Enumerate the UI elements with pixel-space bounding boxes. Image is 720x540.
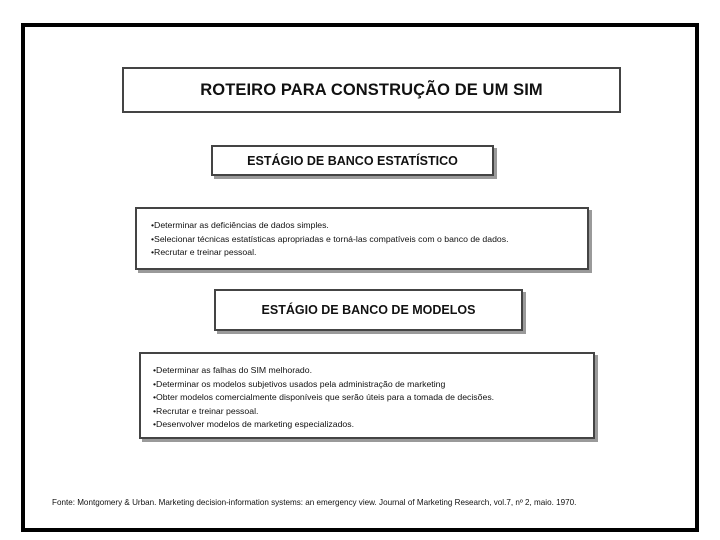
stage-model-bank-box — [214, 289, 523, 331]
list-item: •Recrutar e treinar pessoal. — [151, 247, 257, 257]
list-item: •Desenvolver modelos de marketing especializados. — [153, 419, 355, 429]
source-citation: Fonte: Montgomery & Urban. Marketing decision-information systems: an emergency view. Journal of Marketing Research, vol.7, nº 2, maio. 1970. — [52, 498, 577, 507]
stage-model-bank-title: ESTÁGIO DE BANCO DE MODELOS — [261, 303, 476, 317]
stage-statistical-bank-tasks — [135, 207, 589, 270]
stage-statistical-bank-box — [211, 145, 494, 176]
stage-model-bank-tasks — [139, 352, 595, 439]
stage-statistical-bank-title: ESTÁGIO DE BANCO ESTATÍSTICO — [247, 153, 458, 168]
task-list — [141, 354, 593, 432]
list-item: •Determinar as deficiências de dados simples. — [151, 220, 329, 230]
list-item: •Determinar os modelos subjetivos usados pela administração de marketing — [153, 378, 446, 389]
list-item: •Obter modelos comercialmente disponíveis que serão úteis para a tomada de decisões. — [153, 392, 495, 402]
task-list — [137, 209, 587, 260]
list-item: •Recrutar e treinar pessoal. — [153, 405, 259, 416]
list-item: •Selecionar técnicas estatísticas apropriadas e torná-las compatíveis com o banco de dados. — [151, 233, 509, 244]
list-item: •Determinar as falhas do SIM melhorado. — [153, 365, 313, 375]
title-box — [122, 67, 621, 113]
diagram-title: ROTEIRO PARA CONSTRUÇÃO DE UM SIM — [200, 80, 543, 99]
